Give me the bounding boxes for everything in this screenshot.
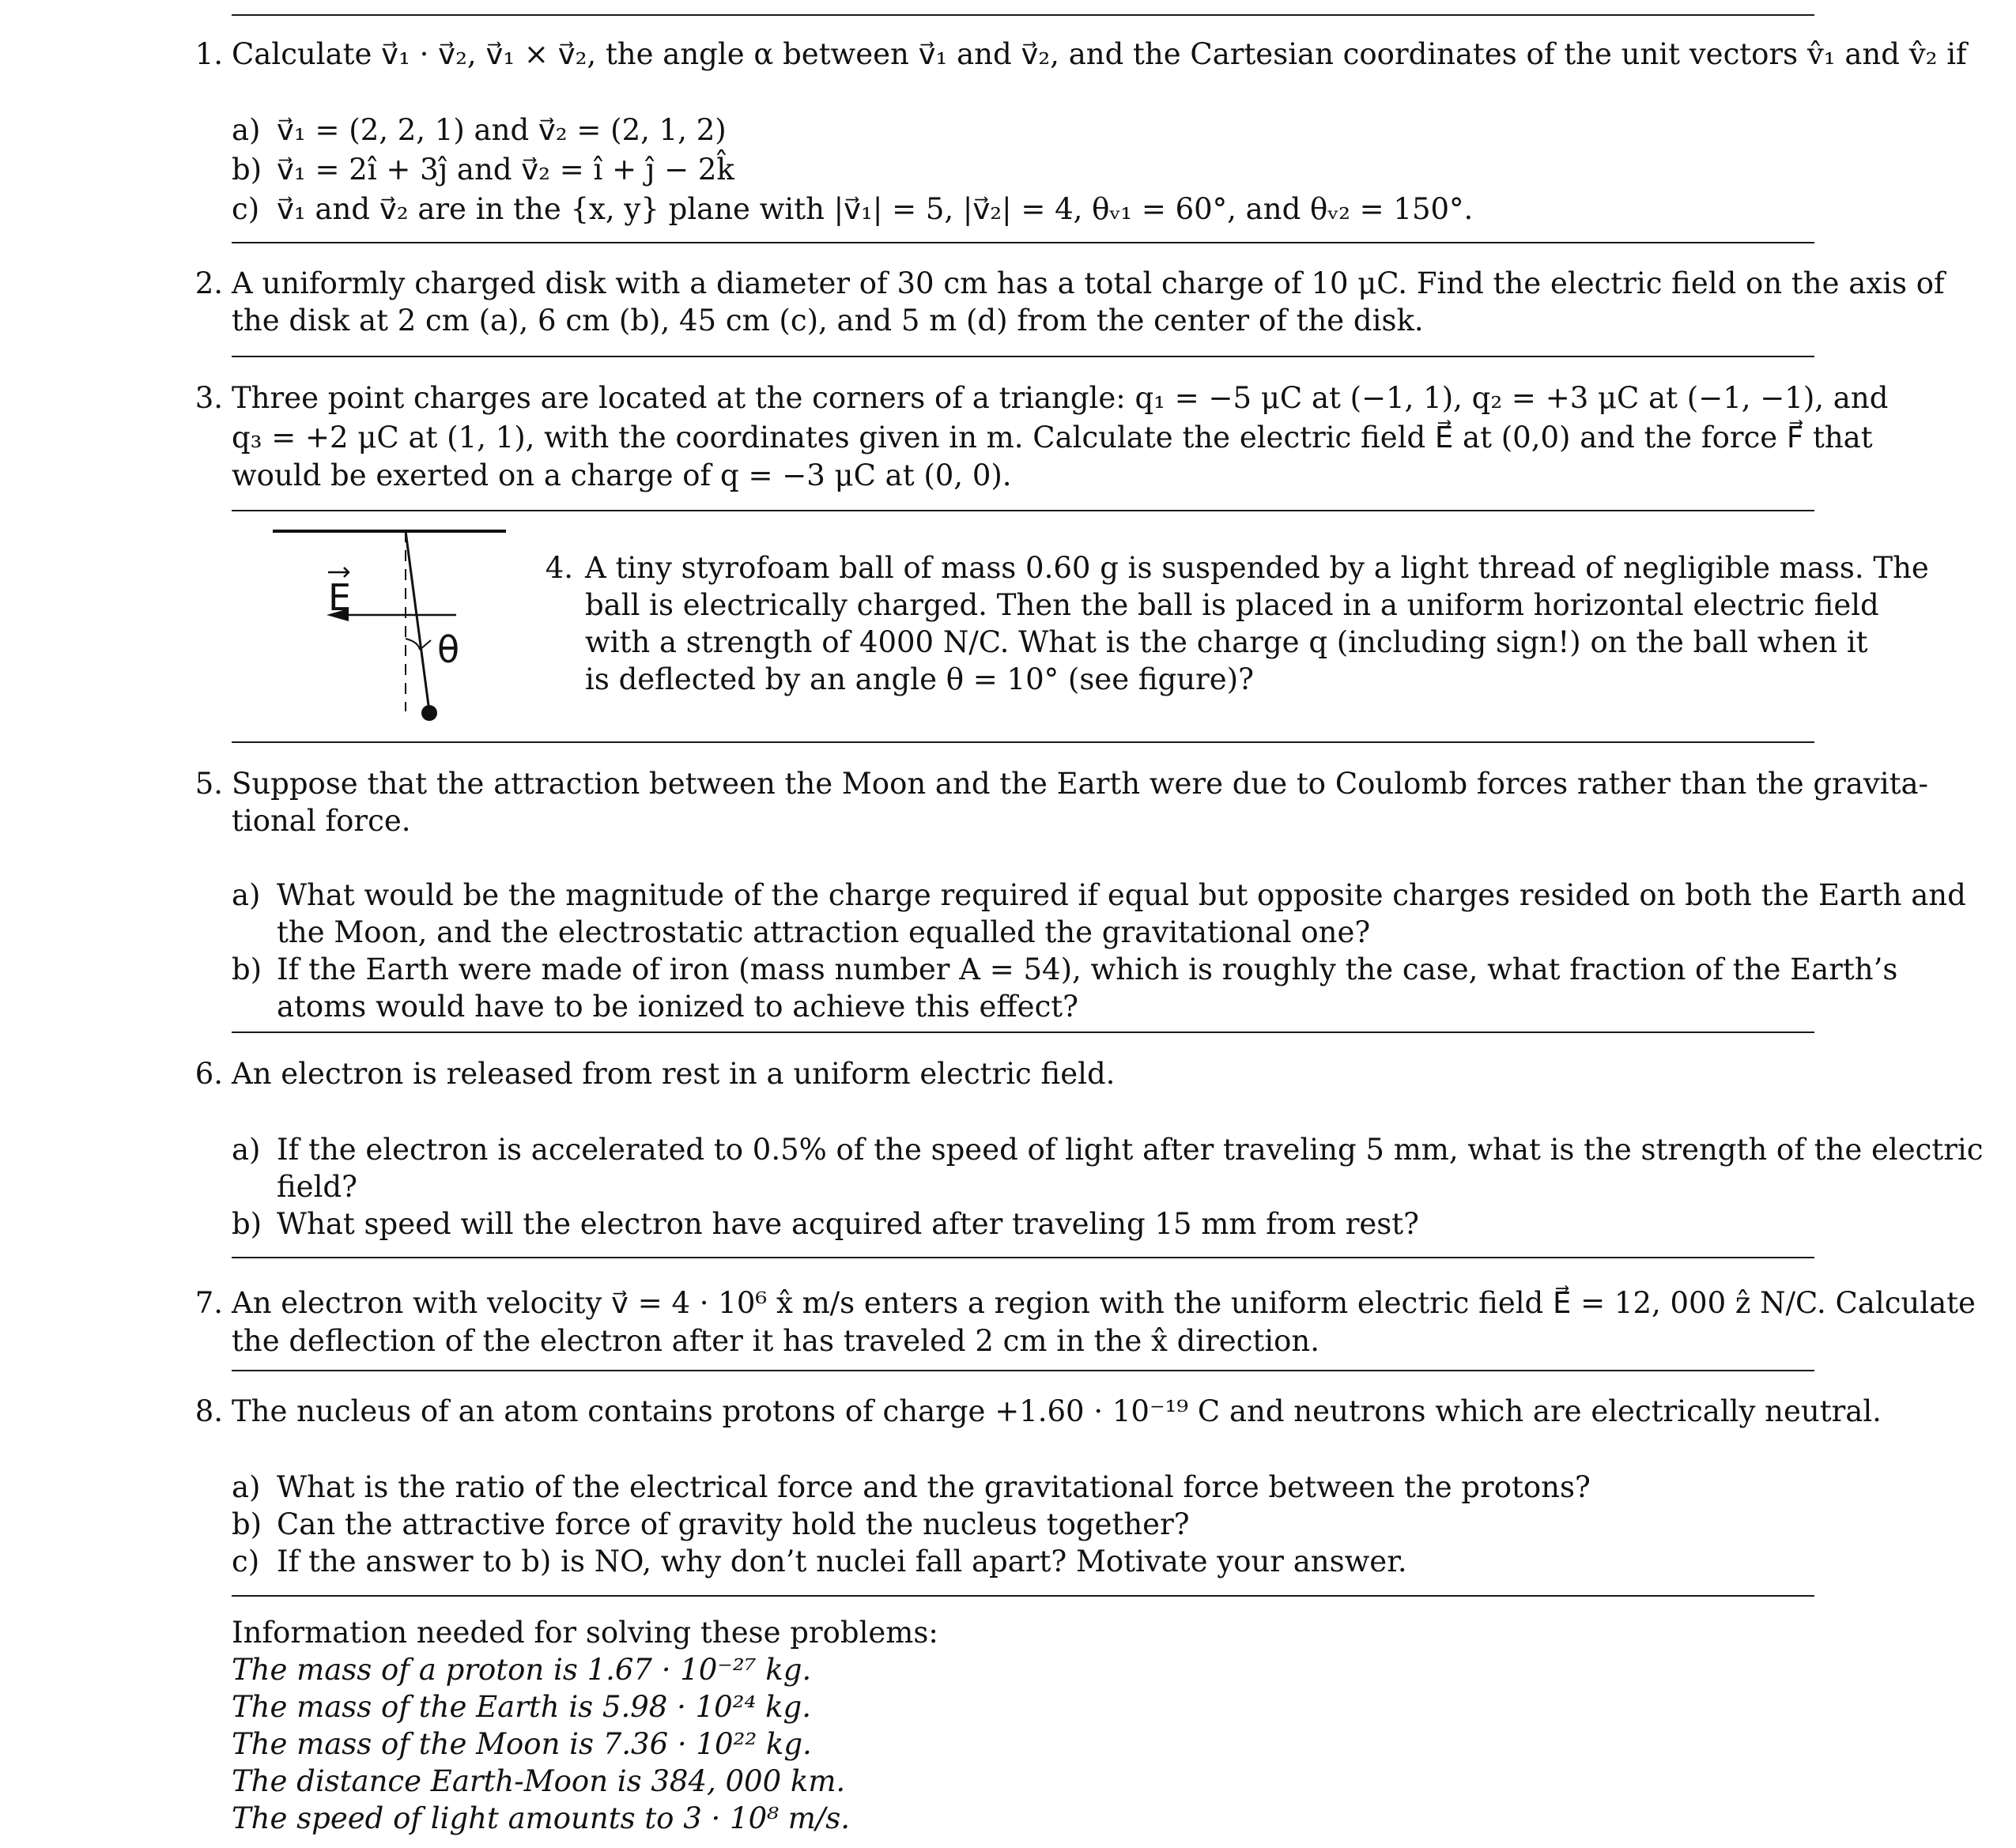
- info-item: The mass of a proton is 1.67 · 10⁻²⁷ kg.: [232, 1653, 812, 1687]
- divider: [232, 356, 1814, 357]
- pendulum-figure: [273, 522, 510, 735]
- problem-8a-label: a): [232, 1470, 261, 1504]
- problem-1c-label: c): [232, 192, 260, 226]
- problem-5a-line: What would be the magnitude of the charge required if equal but opposite charges resided on both the Earth and: [277, 878, 1966, 912]
- problem-4-line: A tiny styrofoam ball of mass 0.60 g is suspended by a light thread of negligible mass. The: [585, 551, 1929, 585]
- problem-2-number: 2.: [194, 266, 223, 300]
- problem-8-stem: The nucleus of an atom contains protons of charge +1.60 · 10⁻¹⁹ C and neutrons which are electrically neutral.: [232, 1394, 1882, 1428]
- problem-1c-text: v⃗₁ and v⃗₂ are in the {x, y} plane with |v⃗₁| = 5, |v⃗₂| = 4, θᵥ₁ = 60°, and θᵥ₂ = 150°.: [277, 192, 1474, 226]
- divider: [232, 741, 1814, 743]
- problem-7-line: An electron with velocity v⃗ = 4 · 10⁶ x̂ m/s enters a region with the uniform electric field E⃗ = 12, 000 ẑ N/C. Calculate: [232, 1286, 1976, 1320]
- info-item: The mass of the Moon is 7.36 · 10²² kg.: [232, 1727, 812, 1761]
- info-item: The distance Earth-Moon is 384, 000 km.: [232, 1764, 846, 1798]
- problem-6a-line: If the electron is accelerated to 0.5% of the speed of light after traveling 5 mm, what is the strength of the electric: [277, 1133, 1984, 1167]
- problem-1-number: 1.: [194, 37, 223, 71]
- info-heading: Information needed for solving these problems:: [232, 1616, 938, 1650]
- divider: [232, 1031, 1814, 1033]
- divider: [232, 510, 1814, 511]
- angle-arc: [406, 639, 420, 650]
- problem-6b-line: What speed will the electron have acquired after traveling 15 mm from rest?: [277, 1207, 1420, 1241]
- problem-4-line: with a strength of 4000 N/C. What is the charge q (including sign!) on the ball when it: [585, 625, 1868, 659]
- problem-6a-label: a): [232, 1133, 261, 1167]
- divider: [232, 242, 1814, 243]
- problem-4-line: is deflected by an angle θ = 10° (see figure)?: [585, 662, 1254, 696]
- problem-7-number: 7.: [194, 1286, 223, 1320]
- angle-label: θ: [437, 628, 460, 671]
- problem-4-number: 4.: [545, 551, 573, 585]
- divider: [232, 14, 1814, 16]
- problem-5-line: Suppose that the attraction between the Moon and the Earth were due to Coulomb forces rather than the gravita-: [232, 767, 1928, 801]
- problem-1b-label: b): [232, 153, 262, 187]
- problem-5a-line: the Moon, and the electrostatic attraction equalled the gravitational one?: [277, 915, 1371, 949]
- divider: [232, 1370, 1814, 1371]
- problem-1-stem: Calculate v⃗₁ · v⃗₂, v⃗₁ × v⃗₂, the angle α between v⃗₁ and v⃗₂, and the Cartesian coordinates of the unit vectors v̂₁ and v̂₂ if: [232, 37, 1967, 71]
- problem-3-number: 3.: [194, 381, 223, 415]
- info-item: The speed of light amounts to 3 · 10⁸ m/s.: [232, 1801, 851, 1835]
- problem-1a-label: a): [232, 113, 261, 147]
- problem-5-number: 5.: [194, 767, 223, 801]
- problem-5-line: tional force.: [232, 804, 411, 838]
- pendulum-thread: [406, 531, 429, 711]
- problem-2-line: the disk at 2 cm (a), 6 cm (b), 45 cm (c), and 5 m (d) from the center of the disk.: [232, 304, 1424, 338]
- problem-1a-text: v⃗₁ = (2, 2, 1) and v⃗₂ = (2, 1, 2): [277, 113, 727, 147]
- problem-3-line: Three point charges are located at the corners of a triangle: q₁ = −5 μC at (−1, 1), q₂ = +3 μC at (−1, −1), and: [232, 381, 1889, 415]
- problem-5b-label: b): [232, 952, 262, 986]
- problem-3-line: would be exerted on a charge of q = −3 μC at (0, 0).: [232, 458, 1012, 492]
- problem-8-number: 8.: [194, 1394, 223, 1428]
- info-item: The mass of the Earth is 5.98 · 10²⁴ kg.: [232, 1690, 811, 1724]
- problem-5a-label: a): [232, 878, 261, 912]
- problem-8c-label: c): [232, 1544, 260, 1578]
- problem-1b-text: v⃗₁ = 2î + 3ĵ and v⃗₂ = î + ĵ − 2k̂: [277, 153, 734, 187]
- problem-6a-line: field?: [277, 1170, 357, 1204]
- field-label: E: [328, 576, 352, 619]
- problem-5b-line: atoms would have to be ionized to achieve this effect?: [277, 990, 1078, 1024]
- problem-8c-text: If the answer to b) is NO, why don’t nuclei fall apart? Motivate your answer.: [277, 1544, 1407, 1578]
- divider: [232, 1595, 1814, 1597]
- problem-6-number: 6.: [194, 1057, 223, 1091]
- divider: [232, 1257, 1814, 1258]
- problem-8b-text: Can the attractive force of gravity hold the nucleus together?: [277, 1507, 1190, 1541]
- problem-7-line: the deflection of the electron after it has traveled 2 cm in the x̂ direction.: [232, 1324, 1319, 1358]
- problem-2-line: A uniformly charged disk with a diameter of 30 cm has a total charge of 10 μC. Find the electric field on the axis of: [232, 266, 1945, 300]
- problem-8a-text: What is the ratio of the electrical force and the gravitational force between the protons?: [277, 1470, 1591, 1504]
- problem-6-stem: An electron is released from rest in a uniform electric field.: [232, 1057, 1116, 1091]
- problem-6b-label: b): [232, 1207, 262, 1241]
- problem-5b-line: If the Earth were made of iron (mass number A = 54), which is roughly the case, what fraction of the Earth’s: [277, 952, 1898, 986]
- problem-3-line: q₃ = +2 μC at (1, 1), with the coordinates given in m. Calculate the electric field E⃗ at (0,0) and the force F⃗ that: [232, 421, 1873, 454]
- charged-ball: [421, 705, 437, 721]
- problem-8b-label: b): [232, 1507, 262, 1541]
- problem-4-line: ball is electrically charged. Then the ball is placed in a uniform horizontal electric field: [585, 588, 1879, 622]
